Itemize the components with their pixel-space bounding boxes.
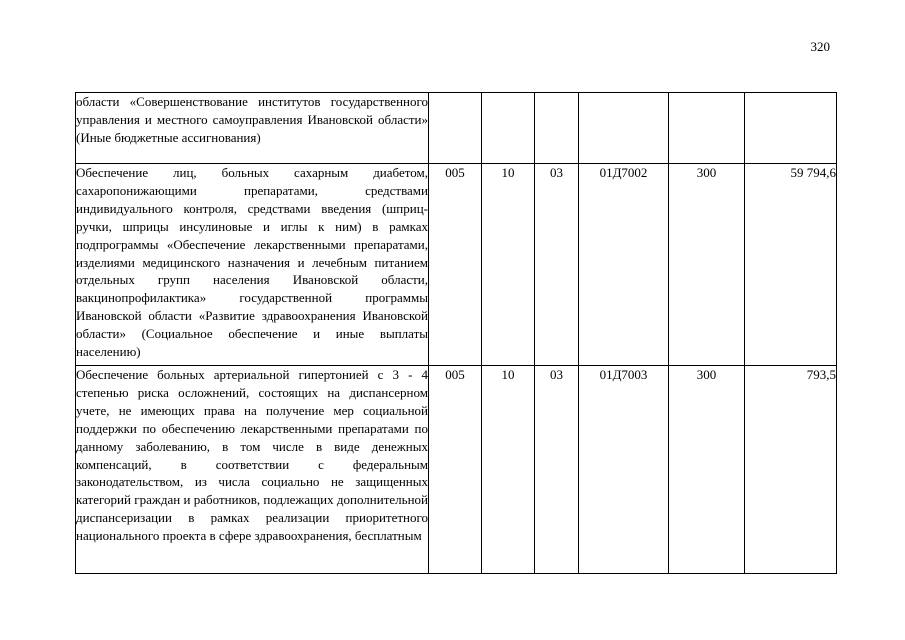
amount-value: 793,5 <box>745 366 837 574</box>
target-article-code <box>579 93 669 164</box>
amount-value <box>745 93 837 164</box>
target-article-code: 01Д7002 <box>579 164 669 366</box>
section-code <box>482 93 535 164</box>
target-article-code: 01Д7003 <box>579 366 669 574</box>
subsection-code: 03 <box>535 366 579 574</box>
amount-value: 59 794,6 <box>745 164 837 366</box>
expense-type-code: 300 <box>669 164 745 366</box>
table-row <box>76 366 837 574</box>
section-code: 10 <box>482 164 535 366</box>
subsection-code: 03 <box>535 164 579 366</box>
table-row <box>76 93 837 164</box>
budget-table <box>75 92 837 574</box>
row-description: Обеспечение лиц, больных сахарным диабетом, сахаропонижающими препаратами, средствами индивидуального контроля, средствами введения (шприц-ручки, шприцы инсулиновые и иглы к ним) в рамках подпрограммы «Обеспечение лекарственными препаратами, изделиями медицинского назначения и лечебным питанием отдельных групп населения Ивановской области, вакцинопрофилактика» государственной программы Ивановской области «Развитие здравоохранения Ивановской области» (Социальное обеспечение и иные выплаты населению) <box>76 164 429 366</box>
row-description: области «Совершенствование институтов государственного управления и местного самоуправления Ивановской области» (Иные бюджетные ассигнования) <box>76 93 429 164</box>
ministry-code: 005 <box>429 366 482 574</box>
row-description: Обеспечение больных артериальной гипертонией с 3 - 4 степенью риска осложнений, состоящих на диспансерном учете, не имеющих права на получение мер социальной поддержки по обеспечению лекарственными препаратами по данному заболеванию, в том числе в виде денежных компенсаций, в соответствии с федеральным законодательством, из числа социально не защищенных категорий граждан и работников, подлежащих дополнительной диспансеризации в рамках реализации приоритетного национального проекта в сфере здравоохранения, бесплатным <box>76 367 428 544</box>
subsection-code <box>535 93 579 164</box>
expense-type-code: 300 <box>669 366 745 574</box>
section-code: 10 <box>482 366 535 574</box>
ministry-code <box>429 93 482 164</box>
ministry-code: 005 <box>429 164 482 366</box>
page-number: 320 <box>810 39 830 54</box>
table-row <box>76 164 837 366</box>
expense-type-code <box>669 93 745 164</box>
